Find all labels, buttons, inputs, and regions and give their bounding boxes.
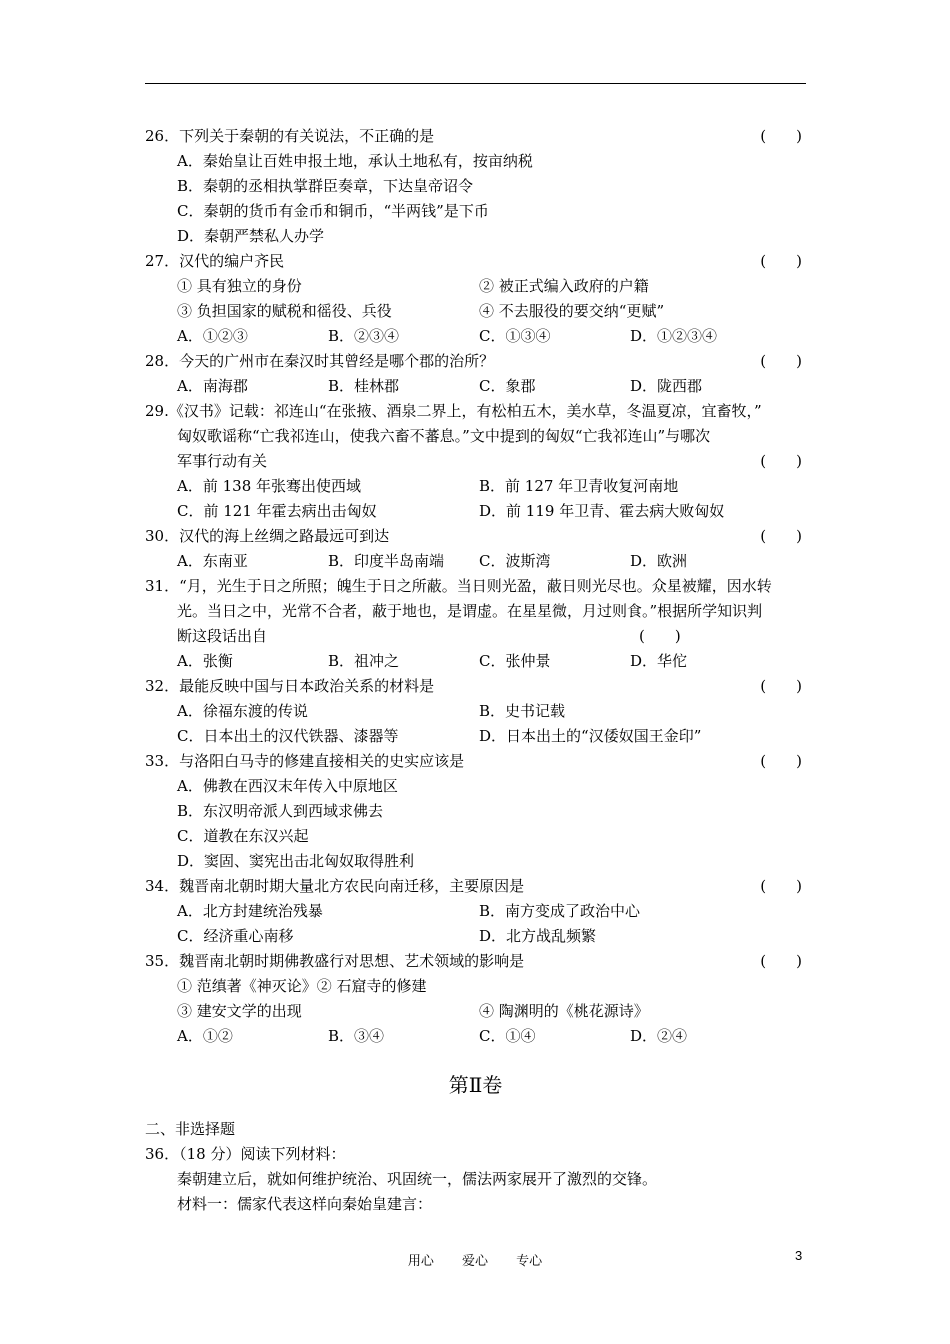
q32-options-row-2 — [145, 724, 806, 749]
q34-option-d: D．北方战乱频繁 — [479, 927, 597, 945]
answer-bracket: ( ) — [760, 252, 802, 270]
q27-item-4: ④ 不去服役的要交纳“更赋” — [479, 302, 665, 320]
q31-options — [145, 649, 806, 674]
q27-option-b: B．②③④ — [328, 327, 400, 345]
answer-bracket: ( ) — [760, 752, 802, 770]
q33-option-c: C．道教在东汉兴起 — [177, 827, 309, 845]
q30-option-b: B．印度半岛南端 — [328, 552, 445, 570]
answer-bracket: ( ) — [760, 127, 802, 145]
q33-option-b: B．东汉明帝派人到西域求佛去 — [177, 802, 384, 820]
q28-option-b: B．桂林郡 — [328, 377, 400, 395]
q28-options — [145, 374, 806, 399]
q32-option-d: D．日本出土的“汉倭奴国王金印” — [479, 727, 702, 745]
q32-option-b: B．史书记载 — [479, 702, 566, 720]
q35-item-3: ③ 建安文学的出现 — [177, 1002, 302, 1020]
q27-item-2: ② 被正式编入政府的户籍 — [479, 277, 649, 295]
footer-motto-3: 专心 — [516, 1254, 543, 1269]
q31-option-d: D．华佗 — [630, 652, 688, 670]
q27-option-c: C．①③④ — [479, 327, 551, 345]
answer-bracket: ( ) — [760, 952, 802, 970]
q32-options-row-1 — [145, 699, 806, 724]
q27-options — [145, 324, 806, 349]
q35-option-b: B．③④ — [328, 1027, 385, 1045]
q26-option-a: A．秦始皇让百姓申报土地，承认土地私有，按亩纳税 — [177, 152, 533, 170]
q35-item-4: ④ 陶渊明的《桃花源诗》 — [479, 1002, 649, 1020]
q27-option-a: A．①②③ — [177, 327, 248, 345]
question-33-stem: 33．与洛阳白马寺的修建直接相关的史实应该是 ( ) — [145, 749, 806, 774]
q29-option-b: B．前 127 年卫青收复河南地 — [479, 477, 679, 495]
q30-option-d: D．欧洲 — [630, 552, 688, 570]
q29-options-row-1 — [145, 474, 806, 499]
q34-options-row-2 — [145, 924, 806, 949]
section-title: 第Ⅱ卷 — [448, 1073, 503, 1097]
question-28-stem: 28．今天的广州市在秦汉时其曾经是哪个郡的治所？ ( ) — [145, 349, 806, 374]
q28-option-d: D．陇西郡 — [630, 377, 703, 395]
question-27-stem: 27．汉代的编户齐民 ( ) — [145, 249, 806, 274]
answer-bracket: ( ) — [760, 877, 802, 895]
header-rule — [145, 83, 806, 84]
q26-option-c: C．秦朝的货币有金币和铜币，“半两钱”是下币 — [177, 202, 489, 220]
question-36-paragraph-1: 秦朝建立后，就如何维护统治、巩固统一，儒法两家展开了激烈的交锋。 — [177, 1170, 658, 1188]
question-29-line-2: 匈奴歌谣称“亡我祁连山，使我六畜不蕃息。”文中提到的匈奴“亡我祁连山”与哪次 — [177, 427, 711, 445]
q35-option-d: D．②④ — [630, 1027, 688, 1045]
page-number: 3 — [795, 1248, 803, 1263]
q32-option-c: C．日本出土的汉代铁器、漆器等 — [177, 727, 399, 745]
q32-option-a: A．徐福东渡的传说 — [177, 702, 308, 720]
q26-option-d: D．秦朝严禁私人办学 — [177, 227, 325, 245]
q35-option-c: C．①④ — [479, 1027, 536, 1045]
question-29-line-3: 军事行动有关 ( ) — [145, 449, 806, 474]
q29-option-a: A．前 138 年张骞出使西域 — [177, 477, 361, 495]
question-30-stem: 30．汉代的海上丝绸之路最远可到达 ( ) — [145, 524, 806, 549]
q33-option-d: D．窦固、窦宪出击北匈奴取得胜利 — [177, 852, 415, 870]
q28-option-c: C．象郡 — [479, 377, 536, 395]
q29-option-d: D．前 119 年卫青、霍去病大败匈奴 — [479, 502, 725, 520]
answer-bracket: ( ) — [760, 527, 802, 545]
question-36-paragraph-2: 材料一：儒家代表这样向秦始皇建言： — [177, 1195, 433, 1213]
q27-item-1: ① 具有独立的身份 — [177, 277, 302, 295]
questions-content — [145, 124, 806, 1217]
q28-option-a: A．南海郡 — [177, 377, 248, 395]
q27-option-d: D．①②③④ — [630, 327, 718, 345]
question-29-line-1: 29.《汉书》记载：祁连山“在张掖、酒泉二界上，有松柏五木，美水草，冬温夏凉，宜畜牧，” — [145, 402, 762, 420]
question-36-stem: 36．（18 分）阅读下列材料： — [145, 1145, 346, 1163]
q27-item-3: ③ 负担国家的赋税和徭役、兵役 — [177, 302, 392, 320]
footer-motto-1: 用心 — [407, 1254, 434, 1269]
q31-option-a: A．张衡 — [177, 652, 233, 670]
q35-items-row-1: ① 范缜著《神灭论》② 石窟寺的修建 — [177, 977, 427, 995]
question-32-stem: 32．最能反映中国与日本政治关系的材料是 ( ) — [145, 674, 806, 699]
question-31-line-1: 31．“月，光生于日之所照；魄生于日之所蔽。当日则光盈，蔽日则光尽也。众星被耀，因水转 — [145, 577, 772, 595]
part-2-heading: 二、非选择题 — [145, 1120, 236, 1138]
q31-option-b: B．祖冲之 — [328, 652, 400, 670]
page-footer — [0, 1250, 950, 1269]
answer-bracket: ( ) — [760, 677, 802, 695]
footer-motto-2: 爱心 — [461, 1254, 488, 1269]
q29-options-row-2 — [145, 499, 806, 524]
q26-option-b: B．秦朝的丞相执掌群臣奏章，下达皇帝诏令 — [177, 177, 474, 195]
question-31-line-3: 断这段话出自 ( ) — [145, 624, 806, 649]
q27-items-row-1 — [145, 274, 806, 299]
q29-option-c: C．前 121 年霍去病出击匈奴 — [177, 502, 377, 520]
q35-option-a: A．①② — [177, 1027, 233, 1045]
q27-items-row-2 — [145, 299, 806, 324]
q31-option-c: C．张仲景 — [479, 652, 551, 670]
q30-option-a: A．东南亚 — [177, 552, 248, 570]
q34-option-b: B．南方变成了政治中心 — [479, 902, 641, 920]
question-31-line-2: 光。当日之中，光常不合者，蔽于地也，是谓虚。在星星微，月过则食。”根据所学知识判 — [177, 602, 763, 620]
question-35-stem: 35．魏晋南北朝时期佛教盛行对思想、艺术领域的影响是 ( ) — [145, 949, 806, 974]
q35-options — [145, 1024, 806, 1049]
q30-options — [145, 549, 806, 574]
q34-options-row-1 — [145, 899, 806, 924]
answer-bracket: ( ) — [760, 352, 802, 370]
answer-bracket: ( ) — [639, 627, 681, 645]
question-34-stem: 34．魏晋南北朝时期大量北方农民向南迁移，主要原因是 ( ) — [145, 874, 806, 899]
answer-bracket: ( ) — [760, 452, 802, 470]
q34-option-a: A．北方封建统治残暴 — [177, 902, 323, 920]
question-26-stem: 26．下列关于秦朝的有关说法，不正确的是 ( ) — [145, 124, 806, 149]
q35-items-row-2 — [145, 999, 806, 1024]
q33-option-a: A．佛教在西汉末年传入中原地区 — [177, 777, 398, 795]
q30-option-c: C．波斯湾 — [479, 552, 551, 570]
q34-option-c: C．经济重心南移 — [177, 927, 294, 945]
